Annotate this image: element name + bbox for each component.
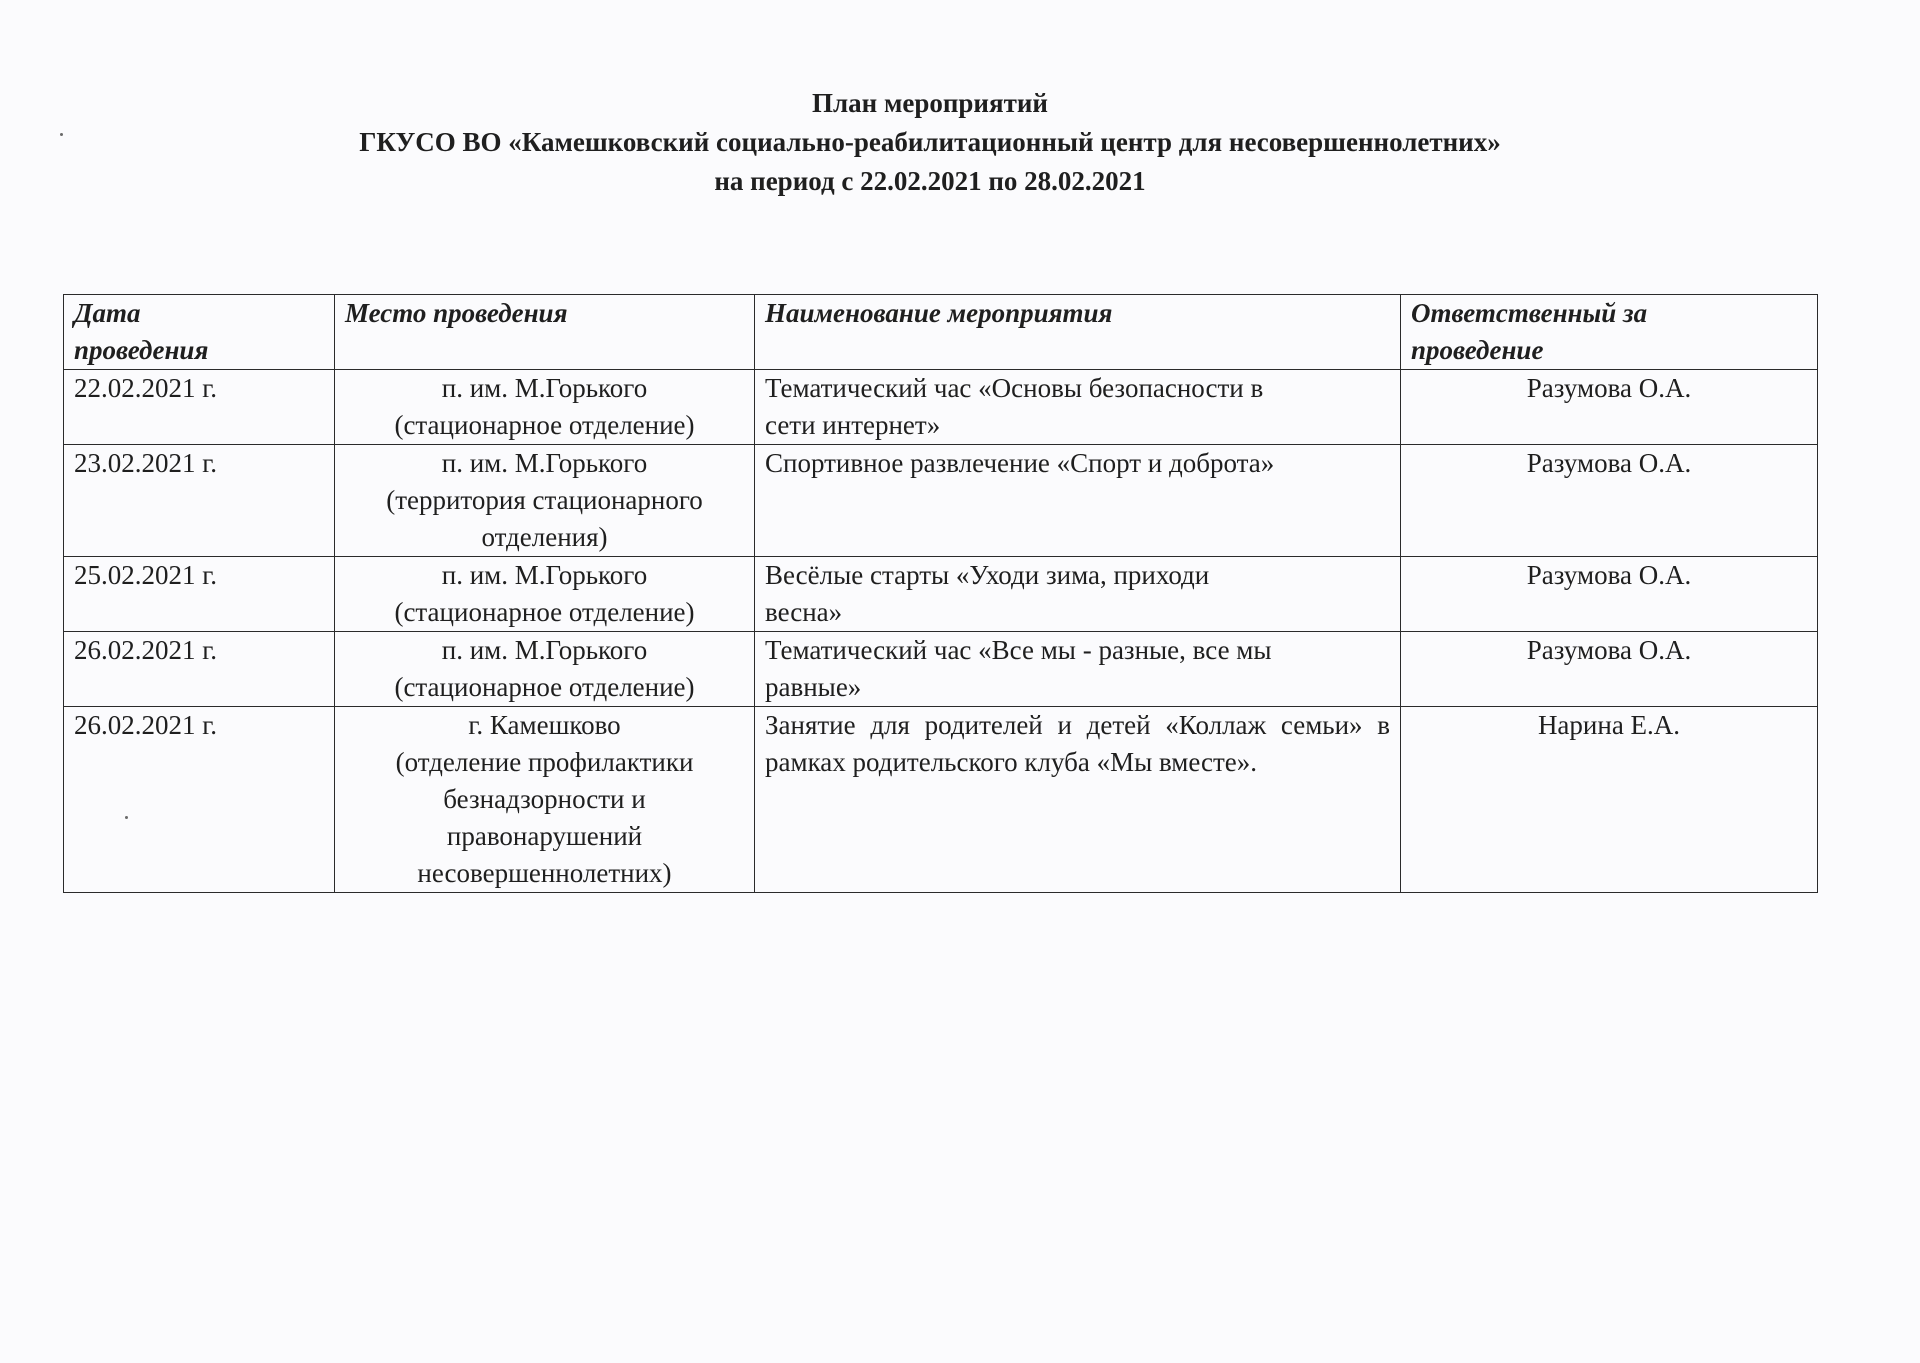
organization-name: ГКУСО ВО «Камешковский социально-реабилитационный центр для несовершеннолетних»: [359, 127, 1501, 157]
place-line: п. им. М.Горького: [441, 635, 648, 665]
cell-date: 26.02.2021 г.: [64, 632, 335, 707]
table-row: [64, 370, 1818, 445]
header-event-name: [755, 295, 1401, 370]
header-responsible-line: Ответственный за: [1411, 298, 1648, 328]
cell-date: 22.02.2021 г.: [64, 370, 335, 445]
place-line: (стационарное отделение): [394, 672, 695, 702]
cell-event-name: [755, 707, 1401, 893]
cell-event-name: [755, 370, 1401, 445]
place-line: правонарушений: [446, 821, 643, 851]
header-place-line: Место проведения: [345, 298, 568, 328]
event-name-line: сети интернет»: [765, 410, 941, 440]
cell-date: 26.02.2021 г.: [64, 707, 335, 893]
cell-place: [335, 370, 755, 445]
header-date: [64, 295, 335, 370]
table-row: [64, 632, 1818, 707]
event-name-line: Тематический час «Все мы - разные, все мы: [765, 635, 1272, 665]
event-name-text: Занятие для родителей и детей «Коллаж семьи» в рамках родительского клуба «Мы вместе».: [765, 710, 1390, 777]
event-name-line: Спортивное развлечение «Спорт и доброта»: [765, 448, 1275, 478]
cell-responsible: Разумова О.А.: [1401, 632, 1818, 707]
table-row: [64, 445, 1818, 557]
header-responsible: [1401, 295, 1818, 370]
header-responsible-line: проведение: [1411, 335, 1544, 365]
cell-responsible: Разумова О.А.: [1401, 370, 1818, 445]
place-line: (отделение профилактики: [395, 747, 694, 777]
header-place: [335, 295, 755, 370]
cell-place: [335, 632, 755, 707]
place-line: (стационарное отделение): [394, 597, 695, 627]
header-date-line: Дата: [74, 298, 141, 328]
cell-responsible: Разумова О.А.: [1401, 445, 1818, 557]
place-line: несовершеннолетних): [417, 858, 672, 888]
place-line: (стационарное отделение): [394, 410, 695, 440]
place-line: п. им. М.Горького: [441, 373, 648, 403]
table-row: [64, 707, 1818, 893]
place-line: безнадзорности и: [443, 784, 646, 814]
cell-date: 23.02.2021 г.: [64, 445, 335, 557]
event-name-line: Весёлые старты «Уходи зима, приходи: [765, 560, 1210, 590]
place-line: г. Камешково: [468, 710, 621, 740]
cell-event-name: [755, 557, 1401, 632]
place-line: п. им. М.Горького: [441, 560, 648, 590]
cell-event-name: [755, 445, 1401, 557]
event-name-line: равные»: [765, 672, 862, 702]
table-header-row: [64, 295, 1818, 370]
document-header: [0, 84, 1860, 201]
table-row: [64, 557, 1818, 632]
events-table: [63, 294, 1818, 893]
cell-place: [335, 445, 755, 557]
header-event-name-line: Наименование мероприятия: [765, 298, 1113, 328]
place-line: п. им. М.Горького: [441, 448, 648, 478]
place-line: отделения): [481, 522, 608, 552]
cell-responsible: Разумова О.А.: [1401, 557, 1818, 632]
cell-date: 25.02.2021 г.: [64, 557, 335, 632]
period-line: на период с 22.02.2021 по 28.02.2021: [714, 166, 1146, 196]
cell-place: [335, 557, 755, 632]
place-line: (территория стационарного: [386, 485, 703, 515]
cell-place: [335, 707, 755, 893]
event-name-line: Тематический час «Основы безопасности в: [765, 373, 1264, 403]
header-date-line: проведения: [74, 335, 209, 365]
document-title: План мероприятий: [812, 88, 1048, 118]
event-name-line: весна»: [765, 597, 843, 627]
cell-responsible: Нарина Е.А.: [1401, 707, 1818, 893]
cell-event-name: [755, 632, 1401, 707]
